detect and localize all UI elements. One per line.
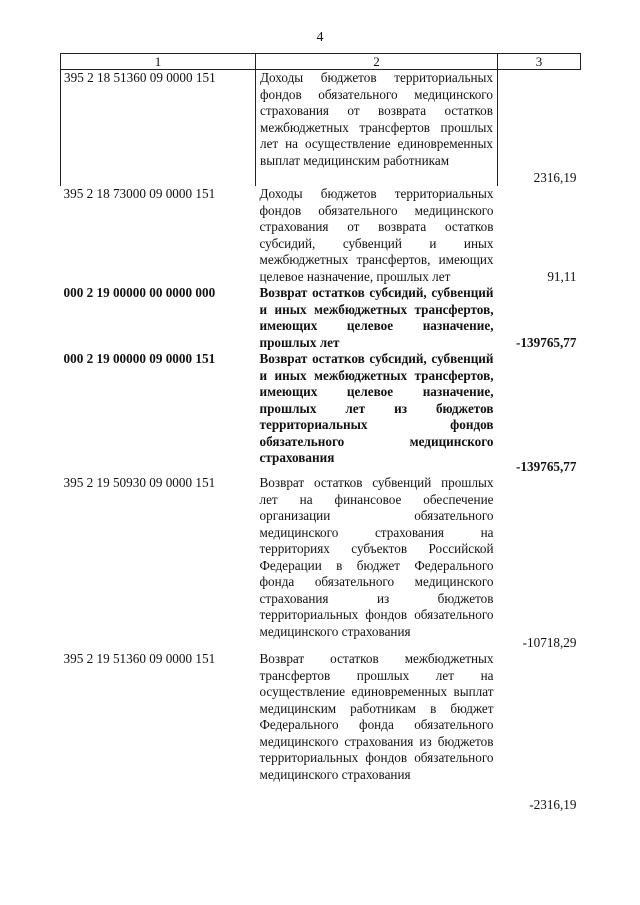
budget-code: 395 2 18 73000 09 0000 151 [63, 186, 216, 201]
row-amount: -2316,19 [529, 796, 577, 812]
table-header-row [61, 54, 581, 70]
table-row [61, 186, 581, 285]
column-header-3: 3 [498, 54, 581, 70]
table-row [61, 475, 581, 651]
budget-code: 395 2 18 51360 09 0000 151 [61, 70, 256, 187]
page-number: 4 [316, 30, 324, 45]
row-description: Возврат остатков субсидий, субвенций и иных межбюджетных трансфертов, имеющих целевое назначение, прошлых лет [259, 285, 494, 350]
table-row [61, 351, 581, 475]
budget-code: 395 2 19 50930 09 0000 151 [63, 475, 216, 490]
budget-code: 000 2 19 00000 00 0000 000 [63, 285, 216, 300]
row-amount: 2316,19 [498, 70, 581, 187]
row-description: Доходы бюджетов территориальных фондов обязательного медицинского страхования от возврата остатков субсидий, субвенций и иных межбюджетных трансфертов, имеющих целевое назначение, прошлых лет [259, 186, 494, 284]
budget-code: 395 2 19 51360 09 0000 151 [63, 651, 216, 666]
budget-table [60, 53, 581, 813]
column-header-1: 1 [61, 54, 256, 70]
row-description: Доходы бюджетов территориальных фондов обязательного медицинского страхования от возврата остатков межбюджетных трансфертов прошлых лет на осуществление единовременных выплат медицинским работникам [256, 70, 498, 187]
table-row [61, 285, 581, 351]
row-amount: -10718,29 [522, 634, 577, 650]
row-amount: -139765,77 [516, 458, 577, 474]
row-amount: -139765,77 [516, 334, 577, 350]
row-description: Возврат остатков межбюджетных трансфертов прошлых лет на осуществление единовременных выплат медицинским работникам в бюджет Федерального фонда обязательного медицинского страхования из бюджетов территориальных фондов обязательного медицинского страхования [259, 651, 494, 782]
budget-code: 000 2 19 00000 09 0000 151 [63, 351, 216, 366]
row-description: Возврат остатков субсидий, субвенций и иных межбюджетных трансфертов, имеющих целевое назначение, прошлых лет из бюджетов территориальных фондов обязательного медицинского страхования [259, 351, 494, 465]
row-amount: 91,11 [547, 268, 577, 284]
table-row [61, 70, 581, 187]
column-header-2: 2 [256, 54, 498, 70]
table-row [61, 651, 581, 813]
row-description: Возврат остатков субвенций прошлых лет на финансовое обеспечение организации обязательного медицинского страхования на территориях субъектов Российской Федерации в бюджет Федерального фонда обязательного медицинского страхования из бюджетов территориальных фондов обязательного медицинского страхования [259, 475, 494, 639]
